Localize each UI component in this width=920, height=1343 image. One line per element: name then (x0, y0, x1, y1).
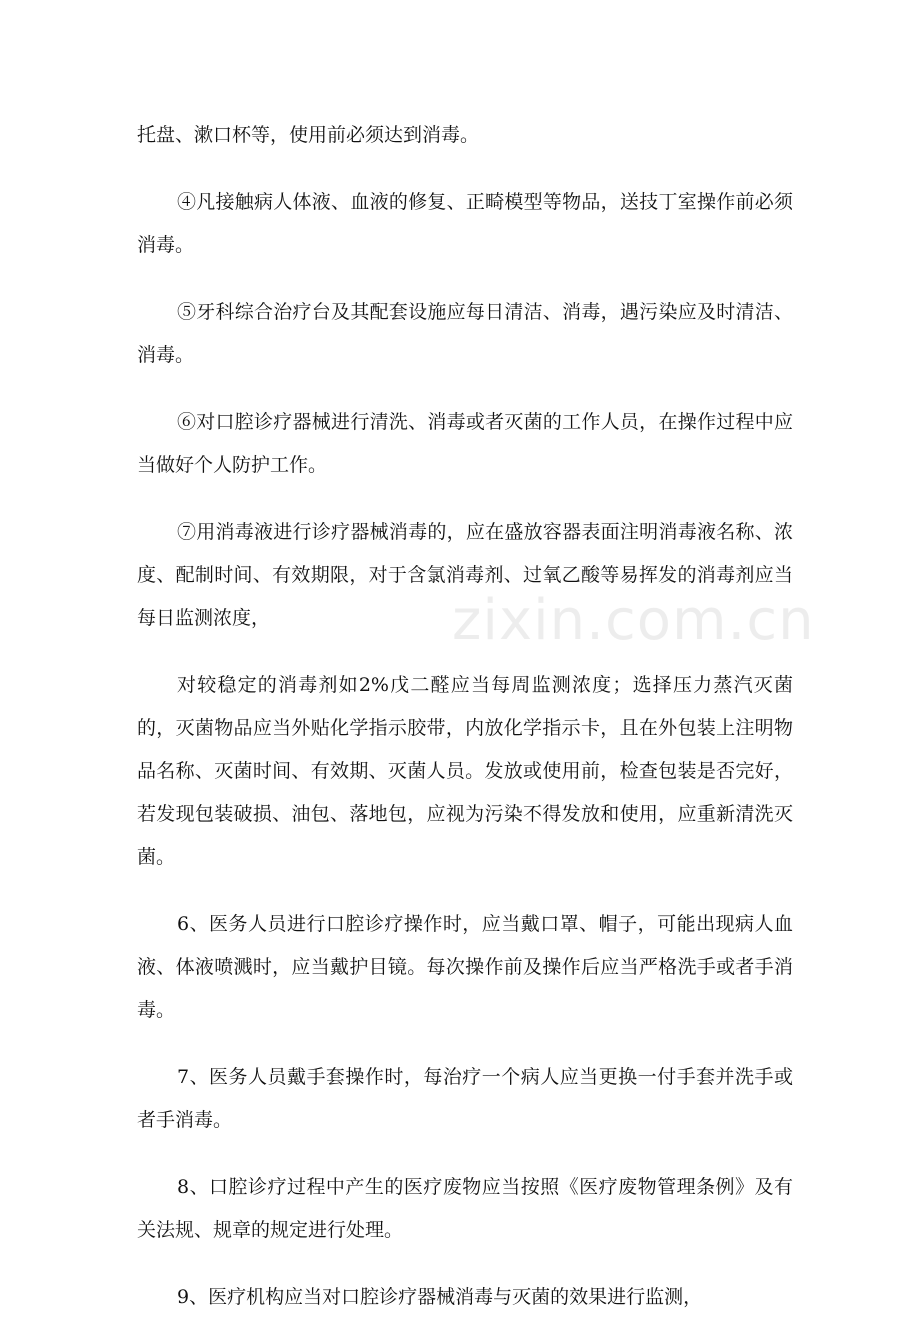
paragraph-section-9: 9、医疗机构应当对口腔诊疗器械消毒与灭菌的效果进行监测， (177, 1286, 703, 1308)
paragraph-item-4: ④凡接触病人体液、血液的修复、正畸模型等物品，送技丁室操作前必须消毒。 (137, 191, 793, 256)
document-body (137, 114, 793, 1343)
paragraph-item-7-continued: 对较稳定的消毒剂如2%戊二醛应当每周监测浓度；选择压力蒸汽灭菌的，灭菌物品应当外贴化学指示胶带，内放化学指示卡，且在外包装上注明物品名称、灭菌时间、有效期、灭菌人员。发放或使用前，检查包装是否完好，若发现包装破损、油包、落地包，应视为污染不得发放和使用，应重新清洗灭菌。 (137, 674, 793, 868)
paragraph-section-6: 6、医务人员进行口腔诊疗操作时，应当戴口罩、帽子，可能出现病人血液、体液喷溅时，应当戴护目镜。每次操作前及操作后应当严格洗手或者手消毒。 (137, 913, 793, 1021)
paragraph-continuation: 托盘、漱口杯等，使用前必须达到消毒。 (137, 124, 480, 146)
watermark: zixin.com.cn (452, 588, 815, 653)
paragraph-section-8: 8、口腔诊疗过程中产生的医疗废物应当按照《医疗废物管理条例》及有关法规、规章的规定进行处理。 (137, 1176, 793, 1241)
paragraph-item-6: ⑥对口腔诊疗器械进行清洗、消毒或者灭菌的工作人员，在操作过程中应当做好个人防护工作。 (137, 411, 793, 476)
paragraph-section-7: 7、医务人员戴手套操作时，每治疗一个病人应当更换一付手套并洗手或者手消毒。 (137, 1066, 793, 1131)
paragraph-item-7: ⑦用消毒液进行诊疗器械消毒的，应在盛放容器表面注明消毒液名称、浓度、配制时间、有效期限，对于含氯消毒剂、过氧乙酸等易挥发的消毒剂应当每日监测浓度， (137, 521, 793, 629)
paragraph-item-5: ⑤牙科综合治疗台及其配套设施应每日清洁、消毒，遇污染应及时清洁、消毒。 (137, 301, 793, 366)
